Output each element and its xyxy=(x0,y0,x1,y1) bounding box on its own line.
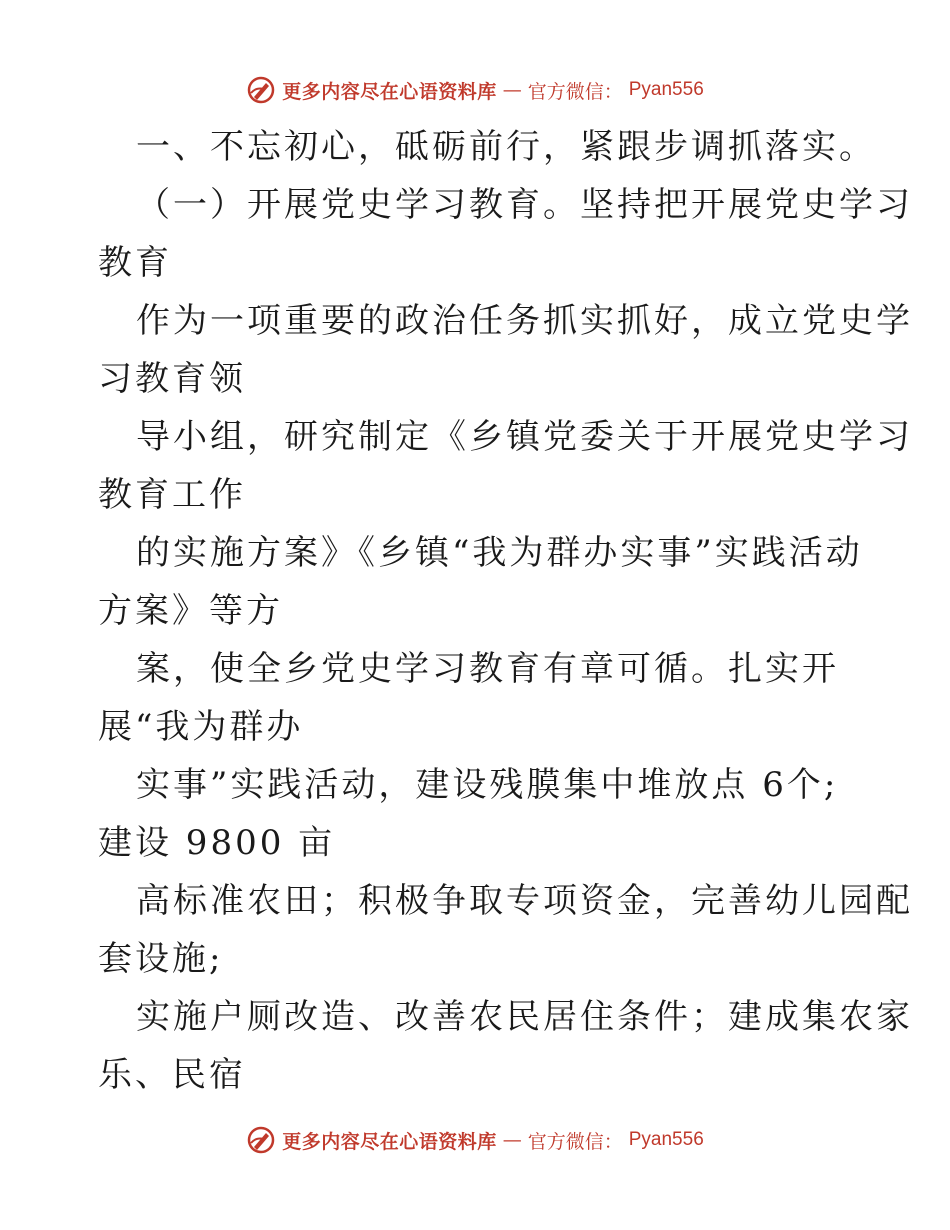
document-body xyxy=(98,118,913,1104)
body-line: （一）开展党史学习教育。坚持把开展党史学习 xyxy=(136,185,913,225)
footer-tagline: 更多内容尽在心语资料库 xyxy=(282,1130,497,1153)
footer-wechat-handle: Pyan556 xyxy=(628,1129,704,1150)
body-line: 一、不忘初心，砥砺前行，紧跟步调抓落实。 xyxy=(136,127,876,167)
body-line: 高标准农田；积极争取专项资金，完善幼儿园配 xyxy=(136,881,913,921)
header-wechat-handle: Pyan556 xyxy=(628,79,704,100)
body-line: 的实施方案》《乡镇“我为群办实事”实践活动 xyxy=(136,533,863,573)
footer-banner xyxy=(0,1120,950,1160)
header-banner xyxy=(0,70,950,110)
footer-official-label: 官方微信： xyxy=(527,1130,623,1153)
body-line: 教育工作 xyxy=(98,475,246,515)
body-line: 套设施; xyxy=(98,939,224,979)
body-line: 建设 9800 亩 xyxy=(98,823,336,863)
body-line: 实事”实践活动，建设残膜集中堆放点 6个; xyxy=(136,765,839,805)
body-line: 乐、民宿 xyxy=(98,1055,246,1095)
header-tagline: 更多内容尽在心语资料库 xyxy=(282,80,497,103)
body-line: 实施户厕改造、改善农民居住条件；建成集农家 xyxy=(136,997,913,1037)
pen-logo-icon xyxy=(246,75,276,105)
header-official-label: 官方微信： xyxy=(527,80,623,103)
pen-logo-icon xyxy=(246,1125,276,1155)
body-line: 导小组，研究制定《乡镇党委关于开展党史学习 xyxy=(136,417,913,457)
body-line: 案，使全乡党史学习教育有章可循。扎实开 xyxy=(136,649,839,689)
body-line: 作为一项重要的政治任务抓实抓好，成立党史学 xyxy=(136,301,913,341)
body-line: 教育 xyxy=(98,243,172,283)
body-line: 方案》等方 xyxy=(98,591,283,631)
body-line: 习教育领 xyxy=(98,359,246,399)
body-line: 展“我为群办 xyxy=(98,707,304,747)
footer-separator: — xyxy=(502,1129,522,1151)
header-separator: — xyxy=(502,79,522,101)
